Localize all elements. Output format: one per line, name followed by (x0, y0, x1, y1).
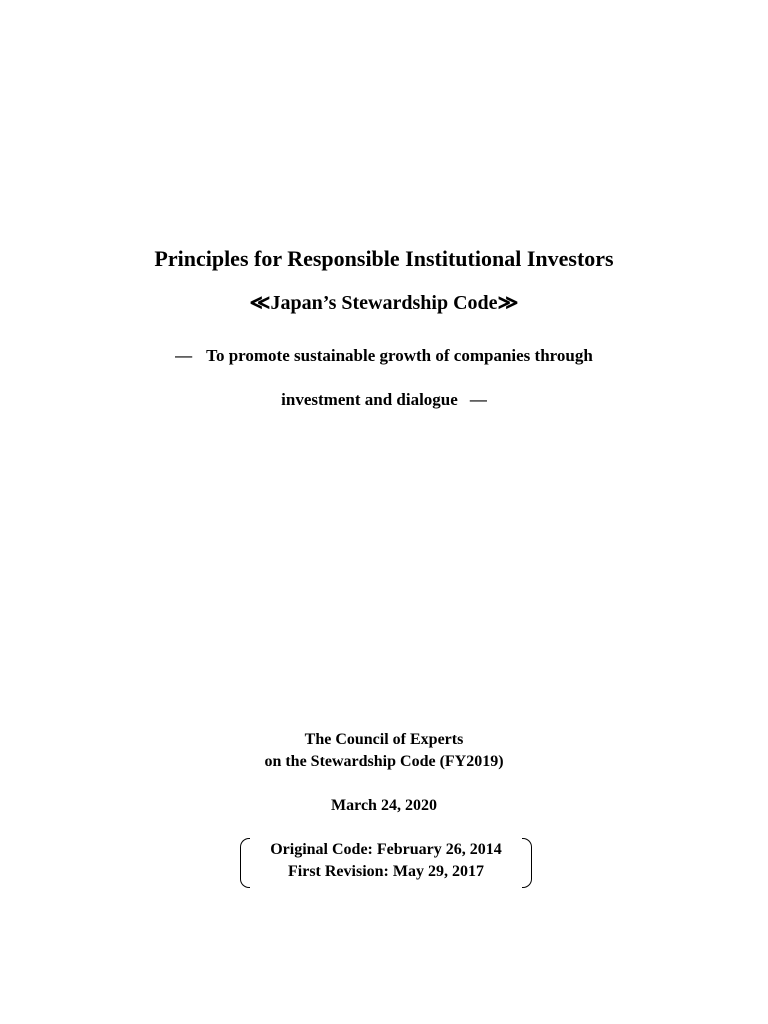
council-name-line-1: The Council of Experts (304, 731, 464, 748)
original-code-date: Original Code: February 26, 2014 (270, 841, 502, 858)
document-title: Principles for Responsible Institutional Investors (154, 246, 614, 271)
publication-date: March 24, 2020 (331, 797, 437, 814)
document-subtitle: ≪Japan’s Stewardship Code≫ (249, 292, 519, 314)
leading-dash: ― (175, 346, 193, 365)
tagline-text-1: To promote sustainable growth of companies through (206, 346, 593, 365)
tagline-line-1 (0, 346, 768, 366)
trailing-dash: ― (469, 390, 487, 409)
tagline-text-2: investment and dialogue (281, 390, 458, 409)
first-revision-date: First Revision: May 29, 2017 (288, 863, 484, 880)
tagline-line-2 (0, 390, 768, 410)
revision-history-box (240, 838, 532, 888)
council-name-line-2: on the Stewardship Code (FY2019) (264, 753, 504, 770)
